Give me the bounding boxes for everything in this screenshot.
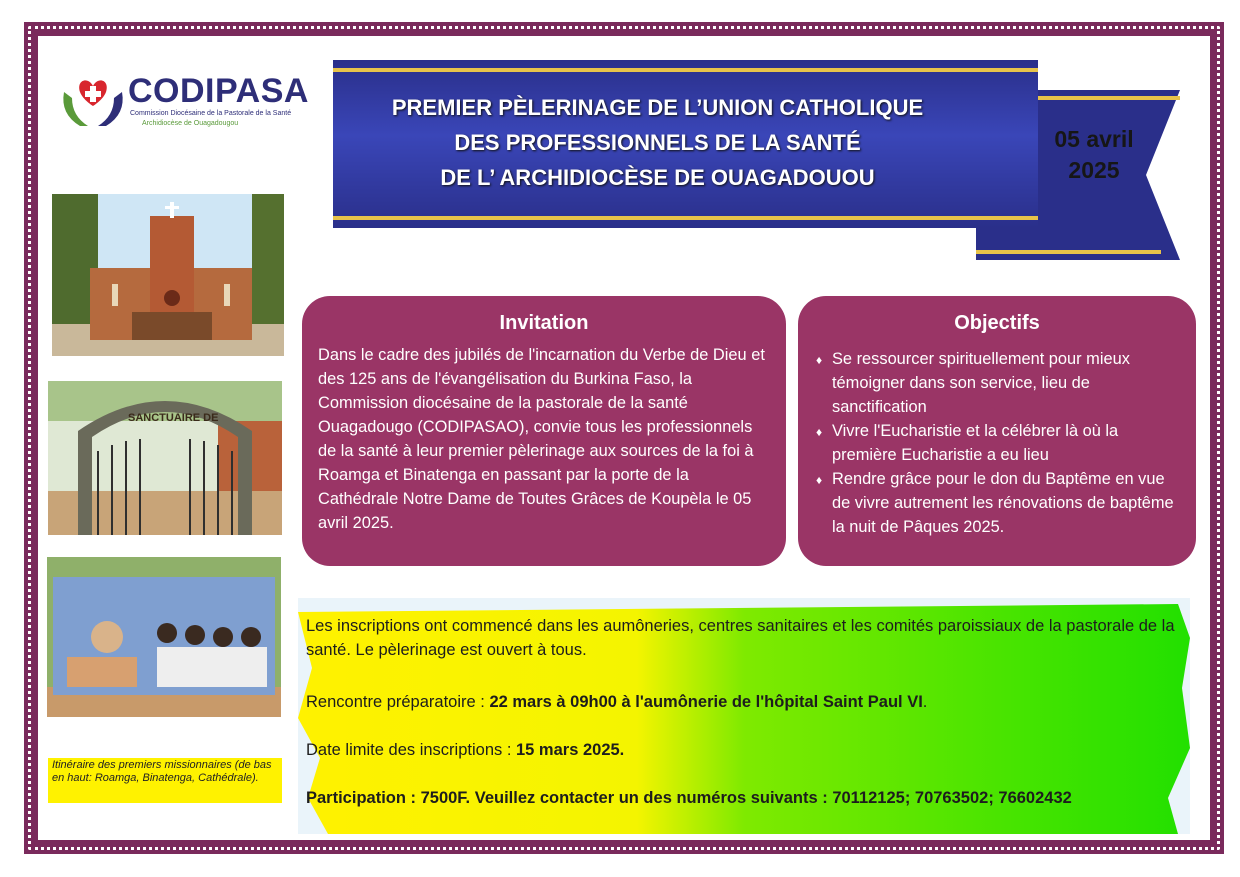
event-date-year: 2025	[1068, 157, 1120, 183]
photos-caption: Itinéraire des premiers missionnaires (de bas en haut: Roamga, Binatenga, Cathédrale).	[48, 758, 282, 803]
rencontre-end: .	[922, 693, 928, 711]
invitation-title: Invitation	[499, 312, 589, 334]
banner-title-line-1: PREMIER PÈLERINAGE DE L’UNION CATHOLIQUE	[391, 95, 924, 120]
logo-subtitle: Commission Diocésaine de la Pastorale de la Santé	[130, 110, 292, 117]
inscriptions-text: Les inscriptions ont commencé dans les aumôneries, centres sanitaires et les comités paroissiaux de la pastorale de la santé. Le pèlerinage est ouvert à tous.	[306, 617, 1175, 659]
codipasa-logo	[58, 72, 309, 132]
title-banner	[333, 60, 1038, 228]
objectif-item: ♦ Se ressourcer spirituellement pour mieux témoigner dans son service, lieu de sanctification	[818, 347, 1182, 419]
missionaries-mural-photo	[47, 557, 281, 717]
limite-value: 15 mars 2025.	[516, 741, 625, 759]
banner-gold-stripe-bottom	[333, 216, 1038, 220]
logo-name: CODIPASA	[128, 72, 309, 110]
banner-title	[333, 90, 982, 195]
objectifs-title: Objectifs	[954, 312, 1040, 334]
objectifs-list	[798, 335, 1196, 539]
banner-title-line-2: DES PROFESSIONNELS DE LA SANTÉ	[454, 130, 861, 155]
limite-label: Date limite des inscriptions :	[306, 741, 516, 759]
rencontre-value: 22 mars à 09h00 à l'aumônerie de l'hôpital Saint Paul VI	[489, 693, 923, 711]
invitation-text: Dans le cadre des jubilés de l'incarnation du Verbe de Dieu et des 125 ans de l'évangélisation du Burkina Faso, la Commission diocésaine de la pastorale de la santé Ouagadougo (CODIPASAO), convie tous les professionnels de la santé à leur premier pèlerinage aux sources de la foi à Roamga et Binatenga en passant par la porte de la Cathédrale Notre Dame de Toutes Grâces de Koupèla le 05 avril 2025.	[318, 346, 765, 532]
banner-gold-stripe-top	[333, 68, 1038, 72]
objectif-item: ♦ Rendre grâce pour le don du Baptême en vue de vivre autrement les rénovations de baptême la nuit de Pâques 2025.	[818, 467, 1182, 539]
limite-line	[306, 738, 624, 762]
rencontre-label: Rencontre préparatoire :	[306, 693, 490, 711]
objectif-item: ♦ Vivre l'Eucharistie et la célébrer là où la première Eucharistie a eu lieu	[818, 419, 1182, 467]
logo-subtitle-archdiocese: Archidiocèse de Ouagadougou	[142, 120, 239, 127]
banner-title-line-3: DE L’ ARCHIDIOCÈSE DE OUAGADOUOU	[440, 165, 875, 190]
sanctuary-sign-text: SANCTUAIRE DE	[128, 412, 219, 424]
invitation-card	[302, 296, 786, 566]
sanctuary-gate-photo	[48, 381, 282, 535]
event-date-day: 05 avril	[1054, 126, 1134, 152]
objectifs-card	[798, 296, 1196, 566]
hands-heart-icon	[58, 72, 128, 132]
event-date	[1040, 124, 1148, 186]
participation-text: Participation : 7500F. Veuillez contacter un des numéros suivants : 70112125; 70763502; 76602432	[306, 789, 1072, 807]
participation-line	[306, 786, 1072, 810]
rencontre-line	[306, 690, 927, 714]
cathedral-photo	[52, 194, 284, 356]
